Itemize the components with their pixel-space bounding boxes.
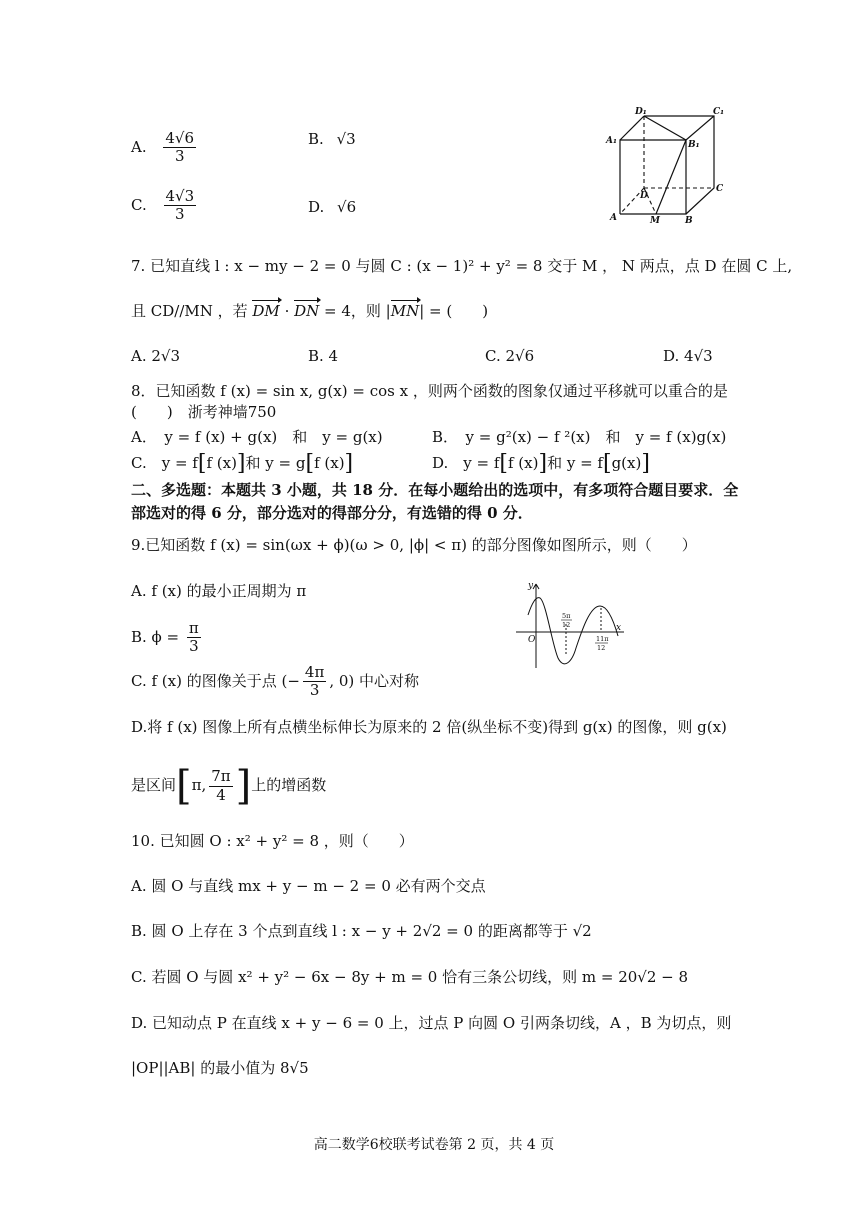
option-label: D.	[308, 198, 325, 216]
q10-option-d-line1: D. 已知动点 P 在直线 x + y − 6 = 0 上，过点 P 向圆 O 引两条切线，A ，B 为切点，则	[131, 1014, 732, 1032]
q10-option-b: B. 圆 O 上存在 3 个点到直线 l : x − y + 2√2 = 0 的距离都等于 √2	[131, 922, 592, 940]
denominator: 3	[174, 147, 185, 166]
text-segment: 和 y = f	[547, 454, 603, 473]
q6-option-b	[308, 130, 356, 148]
graph-tick-label: 12	[562, 621, 571, 629]
graph-tick-label: 11π	[596, 635, 609, 643]
q9-option-b	[131, 620, 204, 656]
text-segment: f (x)	[206, 454, 237, 473]
q7-stem-line1: 7. 已知直线 l : x − my − 2 = 0 与圆 C : (x − 1)² + y² = 8 交于 M ， N 两点，点 D 在圆 C 上,	[131, 257, 793, 275]
fraction	[163, 130, 196, 166]
text-segment: 且 CD//MN ，若	[131, 302, 253, 320]
cube-figure	[600, 104, 730, 228]
text-segment: | = ( )	[419, 302, 489, 320]
option-label: C.	[131, 195, 147, 214]
vector-mn: MN	[390, 302, 420, 320]
vector-dm: DM	[252, 302, 280, 320]
q8-option-d: D. y = f[f (x)]和 y = f[g(x)]	[432, 451, 650, 476]
graph-tick-label: 5π	[562, 612, 571, 620]
q9-option-d-line1: D.将 f (x) 图像上所有点横坐标伸长为原来的 2 倍(纵坐标不变)得到 g(x) 的图像，则 g(x)	[131, 718, 727, 736]
denominator: 3	[189, 637, 199, 656]
text-segment: C. y = f	[131, 454, 198, 473]
q8-stem-line1: 8．已知函数 f (x) = sin x, g(x) = cos x ，则两个函数的图象仅通过平移就可以重合的是	[131, 382, 728, 400]
fraction	[303, 664, 326, 700]
text-segment: f (x)	[507, 454, 539, 473]
text-segment: π,	[191, 776, 207, 794]
cube-label: A₁	[606, 136, 617, 146]
cube-label: M	[650, 216, 660, 226]
text-segment: g(x)	[611, 454, 642, 473]
text-segment: f (x)	[314, 454, 345, 473]
q8-option-c: C. y = f[f (x)]和 y = g[f (x)]	[131, 451, 354, 476]
q10-option-c: C. 若圆 O 与圆 x² + y² − 6x − 8y + m = 0 恰有三条公切线，则 m = 20√2 − 8	[131, 968, 689, 986]
numerator: 4√6	[165, 129, 195, 147]
q6-option-a	[131, 130, 199, 166]
fraction	[187, 620, 201, 656]
section2-heading-line2: 部选对的得 6 分，部分选对的得部分分，有选错的得 0 分．	[131, 504, 533, 522]
cube-label: C	[716, 184, 724, 194]
sine-graph-figure	[510, 578, 630, 670]
q6-option-d	[308, 198, 356, 216]
text-segment: 上的增函数	[251, 776, 327, 794]
cube-label: B₁	[688, 140, 700, 150]
numerator: 4π	[304, 663, 325, 681]
text-segment: = 4，则 |	[319, 302, 391, 320]
vector-dn: DN	[294, 302, 320, 320]
q9-stem: 9.已知函数 f (x) = sin(ωx + ϕ)(ω > 0, |ϕ| < π) 的部分图像如图所示，则（ ）	[131, 536, 697, 554]
q10-option-a: A. 圆 O 与直线 mx + y − m − 2 = 0 必有两个交点	[131, 877, 486, 895]
text-segment: D. y = f	[432, 454, 500, 473]
q6-option-c	[131, 188, 199, 224]
text-segment: , 0) 中心对称	[329, 671, 420, 690]
q8-option-b: B． y = g²(x) − f ²(x) 和 y = f (x)g(x)	[432, 428, 727, 446]
cube-label: D	[640, 191, 648, 201]
cube-label: C₁	[713, 107, 725, 117]
section2-heading-line1: 二、多选题：本题共 3 小题，共 18 分．在每小题给出的选项中，有多项符合题目要求．全	[131, 481, 739, 499]
text-segment: 是区间	[131, 776, 177, 794]
q10-stem: 10. 已知圆 O : x² + y² = 8 ，则（ ）	[131, 832, 414, 850]
denominator: 3	[175, 205, 185, 224]
graph-axis-label: x	[616, 623, 622, 633]
cube-label: B	[685, 216, 693, 226]
graph-origin-label: O	[528, 635, 536, 645]
graph-tick-label: 12	[597, 644, 606, 652]
q7-option-d: D. 4√3	[663, 347, 713, 365]
denominator: 3	[309, 681, 320, 700]
q9-option-d-line2: 是区间[π, $\frac{7\pi}{4}$ ]上的增函数	[131, 763, 327, 809]
graph-axis-label: y	[528, 581, 534, 591]
option-value: √3	[336, 130, 356, 148]
option-label: B.	[308, 130, 324, 148]
numerator: 4√3	[165, 187, 195, 205]
numerator: 7π	[211, 767, 231, 786]
text-segment: 和 y = g	[245, 454, 306, 473]
denominator: 4	[216, 785, 226, 804]
q7-option-c: C. 2√6	[485, 347, 535, 365]
cube-label: A	[610, 213, 617, 223]
q9-option-c	[131, 664, 419, 700]
q10-option-d-line2: |OP||AB| 的最小值为 8√5	[131, 1059, 309, 1077]
fraction	[164, 188, 197, 224]
q7-stem-line2	[131, 302, 488, 320]
q8-stem-line2: ( ) 浙考神墙750	[131, 403, 277, 421]
option-label: A.	[131, 137, 147, 156]
q7-option-a: A. 2√3	[131, 347, 181, 365]
page-footer: 高二数学6校联考试卷第 2 页，共 4 页	[313, 1137, 555, 1153]
text-segment: C. f (x) 的图像关于点 (−	[131, 671, 300, 690]
q8-option-a: A． y = f (x) + g(x) 和 y = g(x)	[131, 428, 383, 446]
numerator: π	[188, 619, 199, 637]
q9-option-a: A. f (x) 的最小正周期为 π	[131, 582, 307, 600]
cube-label: D₁	[635, 107, 647, 117]
q7-option-b: B. 4	[308, 347, 339, 365]
text-segment: ·	[279, 302, 295, 320]
text-segment: B. ϕ =	[131, 627, 180, 646]
fraction	[209, 768, 232, 804]
option-value: √6	[337, 198, 357, 216]
